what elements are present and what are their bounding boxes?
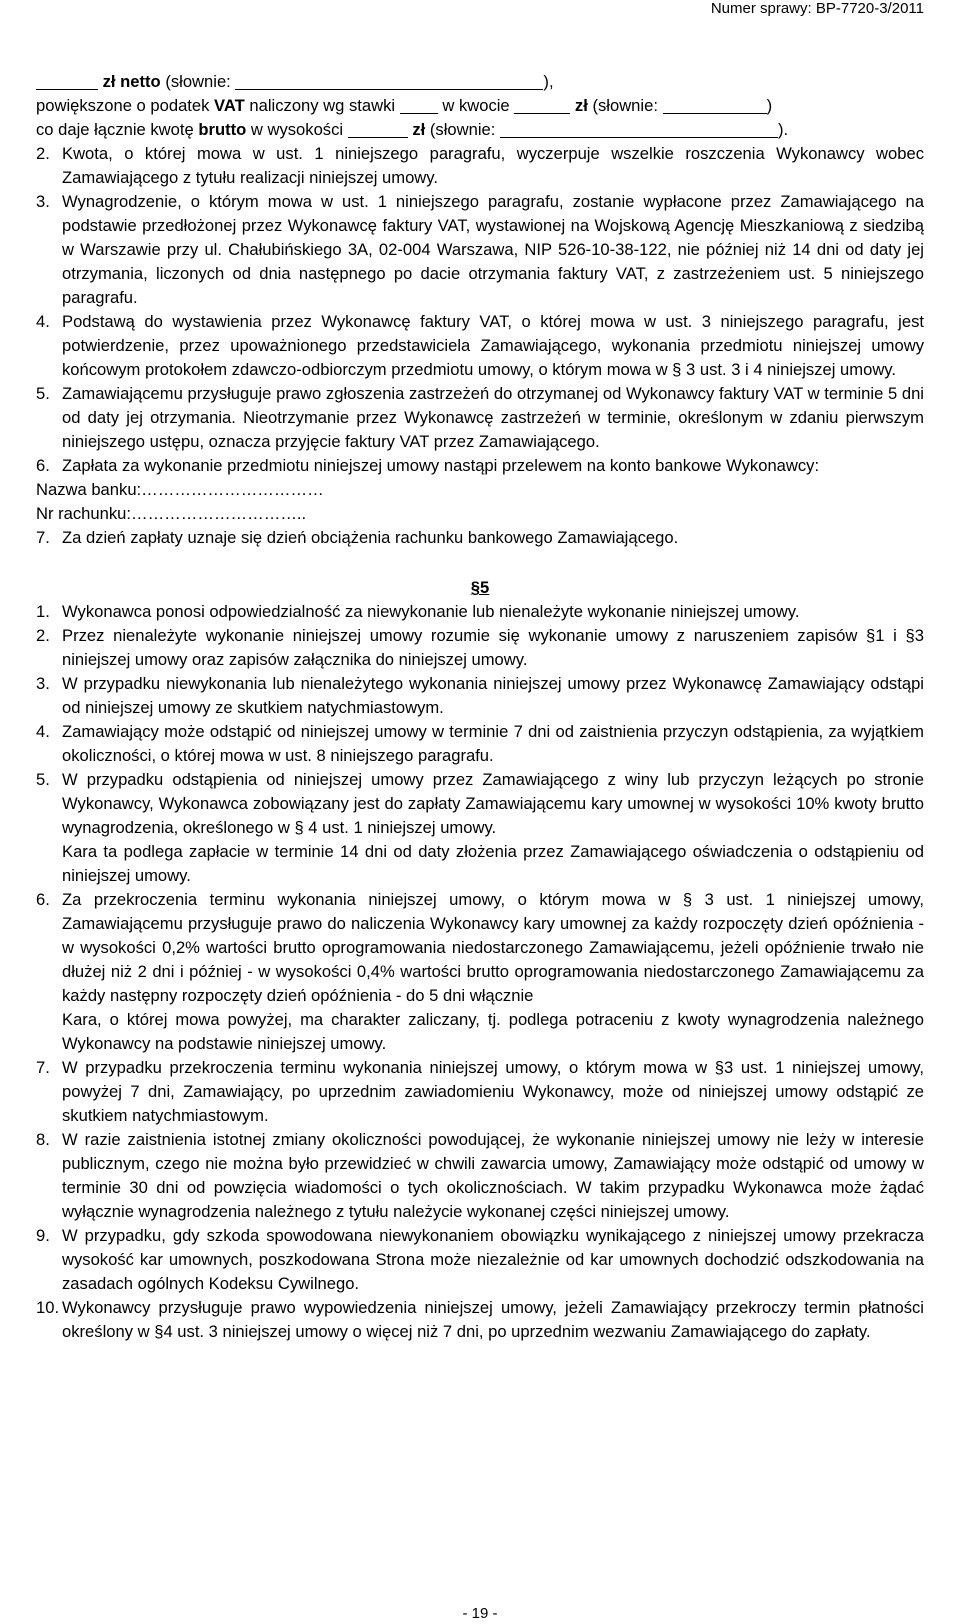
item-text: Za przekroczenia terminu wykonania niniejszej umowy, o którym mowa w § 3 ust. 1 niniejszej umowy, Zamawiającemu przysługuje prawo do naliczenia Wykonawcy kary umownej za każdy rozpoczęty dzień opóźnienia - w wysokości 0,2% wartości brutto oprogramowania niedostarczonego Zamawiającemu, jeżeli opóźnienie trwało nie dłużej niż 2 dni i później - w wysokości 0,4% wartości brutto oprogramowania niedostarczonego Zamawiającemu za każdy następny rozpoczęty dzień opóźnienia - do 5 dni włącznie xyxy=(62,890,924,1005)
item-text: Zamawiającemu przysługuje prawo zgłoszenia zastrzeżeń do otrzymanej od Wykonawcy faktury VAT w terminie 5 dni od daty jej otrzymania. Nieotrzymanie przez Wykonawcę zastrzeżeń w terminie, określonym w zdaniu pierwszym niniejszego ustępu, oznacza przyjęcie faktury VAT przez Zamawiającego. xyxy=(62,384,924,451)
list-item xyxy=(36,190,924,310)
item-number: 6. xyxy=(36,890,50,909)
blank-field xyxy=(663,97,767,114)
item-text: Wynagrodzenie, o którym mowa w ust. 1 niniejszego paragrafu, zostanie wypłacone przez Zamawiającego na podstawie przedłożonej przez Wykonawcę faktury VAT, wystawionej na Wojskową Agencję Mieszkaniową z siedzibą w Warszawie przy ul. Chałubińskiego 3A, 02-004 Warszawa, NIP 526-10-38-122, nie później niż 14 dni od daty jej otrzymania, liczonych od dnia następnego po dacie otrzymania faktury VAT, z zastrzeżeniem ust. 5 niniejszego paragrafu. xyxy=(62,192,924,307)
vat-label: VAT xyxy=(214,96,245,115)
list-item xyxy=(36,1296,924,1344)
intro-text: ) xyxy=(766,96,773,115)
intro-line-2 xyxy=(36,94,924,118)
list-item xyxy=(36,768,924,840)
item-text: W przypadku przekroczenia terminu wykonania niniejszej umowy, o którym mowa w §3 ust. 1 niniejszej umowy, powyżej 7 dni, Zamawiający, po uprzednim zawiadomieniu Wykonawcy, może od niniejszej umowy odstąpić ze skutkiem natychmiastowym. xyxy=(62,1058,924,1125)
intro-text: (słownie: xyxy=(587,96,658,115)
intro-text: ). xyxy=(777,120,789,139)
zl-label: zł xyxy=(412,120,426,139)
list-item xyxy=(36,382,924,454)
item-text: Za dzień zapłaty uznaje się dzień obciążenia rachunku bankowego Zamawiającego. xyxy=(62,528,679,547)
item-number: 8. xyxy=(36,1130,50,1149)
item-text: Wykonawcy przysługuje prawo wypowiedzenia niniejszej umowy, jeżeli Zamawiający przekroczy termin płatności określony w §4 ust. 3 niniejszej umowy o więcej niż 7 dni, po uprzednim wezwaniu Zamawiającego do zapłaty. xyxy=(62,1298,924,1341)
item-number: 6. xyxy=(36,456,50,475)
brutto-label: brutto xyxy=(198,120,247,139)
item-text: Przez nienależyte wykonanie niniejszej umowy rozumie się wykonanie umowy z naruszeniem zapisów §1 i §3 niniejszej umowy oraz zapisów załącznika do niniejszej umowy. xyxy=(62,626,924,669)
item-text: Wykonawca ponosi odpowiedzialność za niewykonanie lub nienależyte wykonanie niniejszej umowy. xyxy=(62,602,800,621)
item-text: W razie zaistnienia istotnej zmiany okoliczności powodującej, że wykonanie niniejszej umowy nie leży w interesie publicznym, czego nie można było przewidzieć w chwili zawarcia umowy, Zamawiający może odstąpić od umowy w terminie 30 dni od powzięcia wiadomości o tych okolicznościach. W takim przypadku Wykonawca może żądać wyłącznie wynagrodzenia należnego z tytułu należycie wykonanej części niniejszej umowy. xyxy=(62,1130,924,1221)
intro-text: co daje łącznie kwotę xyxy=(36,120,199,139)
blank-field xyxy=(514,97,570,114)
bank-name-line: Nazwa banku:…………………………… xyxy=(36,480,324,499)
item-number: 3. xyxy=(36,674,50,693)
item-number: 1. xyxy=(36,602,50,621)
list-item xyxy=(36,310,924,382)
list-item xyxy=(36,888,924,1008)
section4-list xyxy=(36,142,924,478)
list-item xyxy=(36,142,924,190)
list-item xyxy=(36,720,924,768)
blank-field xyxy=(400,97,438,114)
item-number: 10. xyxy=(36,1298,60,1317)
item-text: Podstawą do wystawienia przez Wykonawcę faktury VAT, o której mowa w ust. 3 niniejszego paragrafu, jest potwierdzenie, przez upoważnionego przedstawiciela Zamawiającego, wykonania przedmiotu niniejszej umowy końcowym protokołem zdawczo-odbiorczym przedmiotu umowy, o którym mowa w § 3 ust. 3 i 4 niniejszej umowy. xyxy=(62,312,924,379)
intro-text: ), xyxy=(543,72,554,91)
item-text: Kwota, o której mowa w ust. 1 niniejszego paragrafu, wyczerpuje wszelkie roszczenia Wykonawcy wobec Zamawiającego z tytułu realizacji niniejszej umowy. xyxy=(62,144,924,187)
page-number: - 19 - xyxy=(462,1605,498,1622)
list-item xyxy=(36,1056,924,1128)
item-text: Zapłata za wykonanie przedmiotu niniejszej umowy nastąpi przelewem na konto bankowe Wykonawcy: xyxy=(62,456,820,475)
item-number: 2. xyxy=(36,626,50,645)
intro-text: powiększone o podatek xyxy=(36,96,215,115)
intro-line-3 xyxy=(36,118,924,142)
list-item xyxy=(36,672,924,720)
item-number: 4. xyxy=(36,722,50,741)
item-extra-text: Kara ta podlega zapłacie w terminie 14 dni od daty złożenia przez Zamawiającego oświadczenia o odstąpieniu od niniejszej umowy. xyxy=(62,842,924,885)
item-text: Zamawiający może odstąpić od niniejszej umowy w terminie 7 dni od zaistnienia przyczyn odstąpienia, za wyjątkiem okoliczności, o której mowa w ust. 8 niniejszego paragrafu. xyxy=(62,722,924,765)
item-number: 3. xyxy=(36,192,50,211)
list-item xyxy=(36,526,924,550)
list-item xyxy=(36,600,924,624)
item-text: W przypadku odstąpienia od niniejszej umowy przez Zamawiającego z winy lub przyczyn leżących po stronie Wykonawcy, Wykonawca zobowiązany jest do zapłaty Zamawiającemu kary umownej w wysokości 10% kwoty brutto wynagrodzenia, określonego w § 4 ust. 1 niniejszej umowy. xyxy=(62,770,924,837)
item-extra-text: Kara, o której mowa powyżej, ma charakter zaliczany, tj. podlega potraceniu z kwoty wynagrodzenia należnego Wykonawcy na podstawie niniejszej umowy. xyxy=(62,1010,924,1053)
intro-text: (słownie: xyxy=(160,72,231,91)
item-number: 7. xyxy=(36,528,50,547)
intro-text: w wysokości xyxy=(246,120,344,139)
item-text: W przypadku niewykonania lub nienależytego wykonania niniejszej umowy przez Wykonawcę Zamawiający odstąpi od niniejszej umowy ze skutkiem natychmiastowym. xyxy=(62,674,924,717)
intro-text: (słownie: xyxy=(425,120,496,139)
net-label: zł netto xyxy=(102,72,161,91)
case-number: Numer sprawy: BP-7720-3/2011 xyxy=(710,0,924,17)
list-item xyxy=(36,1224,924,1296)
document-body xyxy=(36,70,924,1344)
blank-field xyxy=(348,121,408,138)
intro-text: w kwocie xyxy=(437,96,510,115)
list-item xyxy=(36,624,924,672)
blank-field xyxy=(235,73,543,90)
item-number: 9. xyxy=(36,1226,50,1245)
section5-list xyxy=(36,600,924,1344)
zl-label: zł xyxy=(574,96,588,115)
item-number: 5. xyxy=(36,770,50,789)
list-item xyxy=(36,1128,924,1224)
account-number-line: Nr rachunku:………………………….. xyxy=(36,504,307,523)
list-item xyxy=(36,454,924,478)
intro-text: naliczony wg stawki xyxy=(244,96,396,115)
item-number: 2. xyxy=(36,144,50,163)
blank-field xyxy=(500,121,778,138)
blank-field xyxy=(36,73,98,90)
item-number: 4. xyxy=(36,312,50,331)
intro-line-1 xyxy=(36,70,924,94)
section-title: §5 xyxy=(470,578,490,597)
item-text: W przypadku, gdy szkoda spowodowana niewykonaniem obowiązku wynikającego z niniejszej umowy przekracza wysokość kar umownych, poszkodowana Strona może niezależnie od kar umownych dochodzić odszkodowania na zasadach ogólnych Kodeksu Cywilnego. xyxy=(62,1226,924,1293)
item-number: 5. xyxy=(36,384,50,403)
item-number: 7. xyxy=(36,1058,50,1077)
